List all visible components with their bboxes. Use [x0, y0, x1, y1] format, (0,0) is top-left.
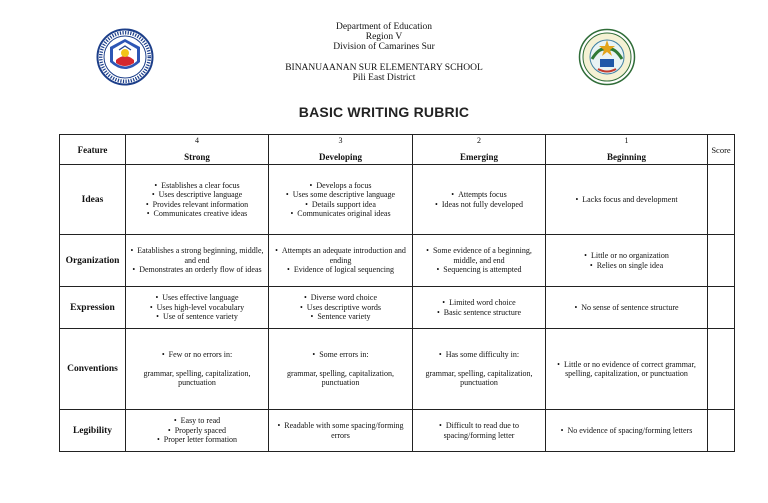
rubric-cell — [269, 410, 413, 452]
criterion: • Lacks focus and development — [549, 195, 704, 205]
score-cell[interactable] — [708, 329, 735, 410]
criterion-note: grammar, spelling, capitalization, punctuation — [425, 368, 533, 388]
feature-label: Expression — [60, 287, 126, 329]
criterion: • Eatablishes a strong beginning, middle, and end — [129, 246, 265, 265]
rubric-cell — [269, 287, 413, 329]
score-cell[interactable] — [708, 165, 735, 235]
criterion: • Details support idea — [272, 200, 409, 210]
score-cell[interactable] — [708, 235, 735, 287]
criterion: • Difficult to read due to spacing/forming letter — [416, 421, 542, 440]
criterion: • Establishes a clear focus — [129, 181, 265, 191]
rubric-cell — [546, 165, 708, 235]
feature-column-header: Feature — [60, 135, 126, 165]
dept-line: Department of Education — [335, 22, 433, 32]
page-title: BASIC WRITING RUBRIC — [298, 104, 470, 120]
feature-label: Legibility — [60, 410, 126, 452]
criterion: • Sequencing is attempted — [416, 265, 542, 275]
division-line: Division of Camarines Sur — [333, 42, 435, 52]
level-number: 1 — [624, 136, 629, 145]
rubric-cell — [546, 410, 708, 452]
header-row — [60, 135, 735, 165]
level-header-strong — [126, 135, 269, 165]
score-cell[interactable] — [708, 287, 735, 329]
criterion: • Has some difficulty in: — [416, 350, 542, 360]
score-cell[interactable] — [708, 410, 735, 452]
level-label: Emerging — [460, 152, 498, 162]
level-label: Developing — [318, 152, 362, 162]
criterion: • No evidence of spacing/forming letters — [549, 426, 704, 436]
rubric-cell — [126, 165, 269, 235]
criterion: • Little or no evidence of correct grammar, spelling, capitalization, or punctuation — [549, 360, 704, 379]
rubric-cell — [413, 329, 546, 410]
criterion: • Communicates creative ideas — [129, 209, 265, 219]
criterion: • Proper letter formation — [129, 435, 265, 445]
criterion: • Sentence variety — [272, 312, 409, 322]
level-number: 2 — [477, 136, 481, 145]
rubric-cell — [546, 287, 708, 329]
criterion: • Uses some descriptive language — [272, 190, 409, 200]
level-header-beginning — [546, 135, 708, 165]
criterion: • Uses descriptive language — [129, 190, 265, 200]
rubric-table — [59, 134, 735, 452]
rubric-cell — [126, 410, 269, 452]
criterion: • Communicates original ideas — [272, 209, 409, 219]
table-row-organization — [60, 235, 735, 287]
rubric-cell — [126, 287, 269, 329]
criterion: • Diverse word choice — [272, 293, 409, 303]
rubric-cell — [126, 235, 269, 287]
document-header — [0, 0, 768, 100]
rubric-cell — [546, 235, 708, 287]
criterion: • Evidence of logical sequencing — [272, 265, 409, 275]
criterion: • No sense of sentence structure — [549, 303, 704, 313]
rubric-cell — [413, 165, 546, 235]
criterion: • Attempts an adequate introduction and ending — [272, 246, 409, 265]
level-number: 3 — [338, 136, 343, 145]
rubric-cell — [413, 410, 546, 452]
criterion: • Provides relevant information — [129, 200, 265, 210]
feature-label: Ideas — [60, 165, 126, 235]
criterion: • Readable with some spacing/forming errors — [272, 421, 409, 440]
rubric-cell — [269, 165, 413, 235]
criterion: • Attempts focus — [416, 190, 542, 200]
rubric-cell — [413, 235, 546, 287]
level-label: Beginning — [606, 152, 646, 162]
rubric-cell — [126, 329, 269, 410]
school-name: BINANUAANAN SUR ELEMENTARY SCHOOL — [285, 63, 483, 73]
feature-label: Conventions — [60, 329, 126, 410]
rubric-cell — [269, 329, 413, 410]
feature-label: Organization — [60, 235, 126, 287]
table-row-expression — [60, 287, 735, 329]
criterion: • Develops a focus — [272, 181, 409, 191]
rubric-cell — [269, 235, 413, 287]
criterion: • Demonstrates an orderly flow of ideas — [129, 265, 265, 275]
school-seal-icon — [578, 28, 636, 86]
criterion: • Ideas not fully developed — [416, 200, 542, 210]
level-header-developing — [269, 135, 413, 165]
rubric-cell — [546, 329, 708, 410]
criterion: • Little or no organization — [549, 251, 704, 261]
criterion: • Easy to read — [129, 416, 265, 426]
criterion: • Few or no errors in: — [129, 350, 265, 360]
table-row-conventions — [60, 329, 735, 410]
score-column-header: Score — [708, 135, 735, 165]
table-row-ideas — [60, 165, 735, 235]
criterion: • Some errors in: — [272, 350, 409, 360]
deped-seal-icon — [96, 28, 154, 86]
level-header-emerging — [413, 135, 546, 165]
district-line: Pili East District — [352, 73, 416, 83]
criterion: • Uses high-level vocabulary — [129, 303, 265, 313]
criterion: • Uses descriptive words — [272, 303, 409, 313]
level-label: Strong — [184, 152, 210, 162]
criterion: • Properly spaced — [129, 426, 265, 436]
rubric-cell — [413, 287, 546, 329]
criterion: • Relies on single idea — [549, 261, 704, 271]
criterion-note: grammar, spelling, capitalization, punctuation — [143, 368, 251, 388]
criterion: • Basic sentence structure — [416, 308, 542, 318]
level-number: 4 — [195, 136, 199, 145]
criterion: • Use of sentence variety — [129, 312, 265, 322]
table-row-legibility — [60, 410, 735, 452]
criterion: • Some evidence of a beginning, middle, and end — [416, 246, 542, 265]
region-line: Region V — [365, 32, 403, 42]
criterion: • Uses effective language — [129, 293, 265, 303]
criterion: • Limited word choice — [416, 298, 542, 308]
criterion-note: grammar, spelling, capitalization, punctuation — [287, 368, 394, 388]
